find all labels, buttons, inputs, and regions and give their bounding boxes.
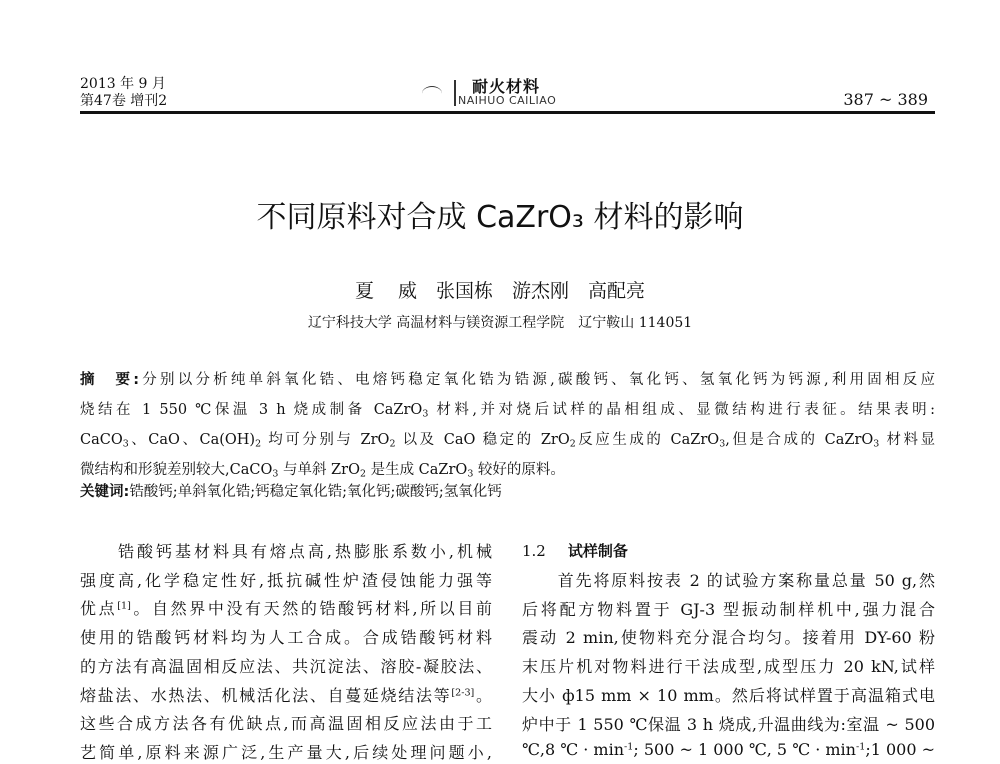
text-segment: CaCO	[80, 432, 123, 448]
subscript: 3	[422, 408, 429, 420]
text-segment: 首先将原料按表 2 的试验方案称量总量 50 g,然	[522, 571, 935, 590]
text-segment: ;1 000 ~	[865, 740, 936, 760]
text-line	[80, 683, 492, 706]
authors: 夏 威 张国栋 游杰刚 高配亮	[354, 280, 646, 302]
text-segment: 震动 2 min,使物料充分混合均匀。接着用 DY-60 粉	[522, 628, 935, 648]
journal-name-cn: 耐火材料	[472, 77, 541, 96]
issue-date: 2013 年 9 月	[80, 76, 166, 92]
text-segment: 艺简单,原料来源广泛,生产量大,后续处理问题小,	[80, 742, 492, 762]
text-segment: 末压片机对物料进行干法成型,成型压力 20 kN,试样	[522, 657, 935, 677]
subscript: 3	[873, 438, 880, 450]
journal-issue-info	[80, 76, 167, 110]
text-segment: ; 500 ~ 1 000 ℃, 5 ℃ · min	[633, 740, 856, 760]
text-segment: 使用的锆酸钙材料均为人工合成。合成锆酸钙材料	[80, 628, 492, 648]
text-segment: 优点	[80, 599, 118, 619]
text-line	[80, 539, 492, 562]
text-segment: ,但是合成的 CaZrO	[725, 432, 874, 448]
subscript: 2	[255, 438, 262, 450]
superscript: [1]	[117, 600, 131, 612]
text-line	[80, 740, 492, 763]
affiliation: 辽宁科技大学 高温材料与镁资源工程学院 辽宁鞍山 114051	[307, 315, 693, 331]
keywords-label: 关键词:	[80, 484, 130, 500]
text-segment: 是生成 CaZrO	[365, 462, 468, 478]
superscript: -1	[624, 741, 634, 753]
text-segment: 炉中于 1 550 ℃保温 3 h 烧成,升温曲线为:室温 ~ 500	[522, 714, 935, 734]
text-line	[522, 654, 935, 677]
journal-logo	[420, 74, 580, 110]
paper-title: 不同原料对合成 CaZrO₃ 材料的影响	[256, 200, 744, 235]
text-segment: 大小 ф15 mm × 10 mm。然后将试样置于高温箱式电	[522, 685, 935, 705]
issue-volume: 第47卷 增刊2	[80, 93, 168, 109]
keywords-text: 锆酸钙;单斜氧化锆;钙稳定氧化锆;氧化钙;碳酸钙;氢氧化钙	[129, 484, 502, 500]
text-line	[522, 712, 935, 735]
text-line	[80, 711, 492, 734]
text-segment: 反应生成的 CaZrO	[575, 432, 720, 448]
text-segment: 材料,并对烧后试样的晶相组成、显微结构进行表征。结果表明:	[428, 402, 935, 418]
text-segment: 。自然界中没有天然的锆酸钙材料,所以目前	[130, 599, 492, 619]
text-line	[522, 683, 935, 706]
text-segment: 材料显	[879, 432, 936, 448]
subscript: 3	[467, 468, 474, 480]
text-segment: 锆酸钙基材料具有熔点高,热膨胀系数小,机械	[80, 542, 492, 561]
text-segment: 强度高,化学稳定性好,抵抗碱性炉渣侵蚀能力强等	[80, 570, 492, 590]
text-line	[522, 568, 935, 591]
subscript: 2	[389, 438, 396, 450]
header-rule	[80, 111, 935, 114]
subscript: 2	[569, 438, 576, 450]
text-segment: 与单斜 ZrO	[278, 462, 360, 478]
section-title: 试样制备	[567, 542, 628, 560]
text-line	[80, 625, 492, 648]
keywords	[80, 480, 935, 500]
text-segment: 分别以分析纯单斜氧化锆、电熔钙稳定氧化锆为锆源,碳酸钙、氧化钙、氢氧化钙为钙源,利用固相反应	[139, 372, 935, 388]
text-line	[80, 368, 935, 388]
text-segment: 较好的原料。	[473, 462, 565, 478]
page-range: 387 ~ 389	[843, 90, 928, 109]
text-segment: 这些合成方法各有优缺点,而高温固相反应法由于工	[80, 714, 492, 734]
text-line	[80, 654, 492, 677]
subscript: 3	[122, 438, 129, 450]
logo-arc-icon	[422, 86, 442, 101]
text-segment: ℃,8 ℃ · min	[522, 740, 625, 760]
text-segment: 、CaO、Ca(OH)	[128, 432, 256, 448]
text-line	[522, 740, 935, 759]
subscript: 3	[719, 438, 726, 450]
superscript: -1	[855, 741, 866, 753]
journal-name-en: NAIHUO CAILIAO	[458, 94, 557, 107]
text-segment: 。	[474, 685, 492, 705]
text-line	[80, 428, 935, 448]
subscript: 2	[359, 468, 366, 480]
section-heading	[522, 540, 628, 561]
text-line	[522, 625, 935, 648]
text-segment: 熔盐法、水热法、机械活化法、自蔓延烧结法等	[80, 685, 452, 705]
subscript: 3	[272, 468, 279, 480]
text-segment: 烧结在 1 550 ℃保温 3 h 烧成制备 CaZrO	[80, 402, 423, 418]
text-segment: 微结构和形貌差别较大,CaCO	[80, 462, 273, 478]
text-line	[80, 398, 935, 418]
text-segment: 均可分别与 ZrO	[261, 432, 390, 448]
abstract-label: 摘 要:	[80, 372, 140, 388]
text-segment: 以及 CaO 稳定的 ZrO	[395, 432, 570, 448]
text-line	[80, 458, 935, 478]
text-segment: 后将配方物料置于 GJ-3 型振动制样机中,强力混合	[522, 599, 935, 619]
logo-bar-icon	[454, 80, 456, 106]
text-line	[80, 596, 492, 619]
text-segment: 的方法有高温固相反应法、共沉淀法、溶胶-凝胶法、	[80, 656, 492, 676]
section-number: 1.2	[522, 542, 546, 560]
text-line	[522, 597, 935, 620]
superscript: [2-3]	[451, 686, 475, 698]
text-line	[80, 568, 492, 591]
